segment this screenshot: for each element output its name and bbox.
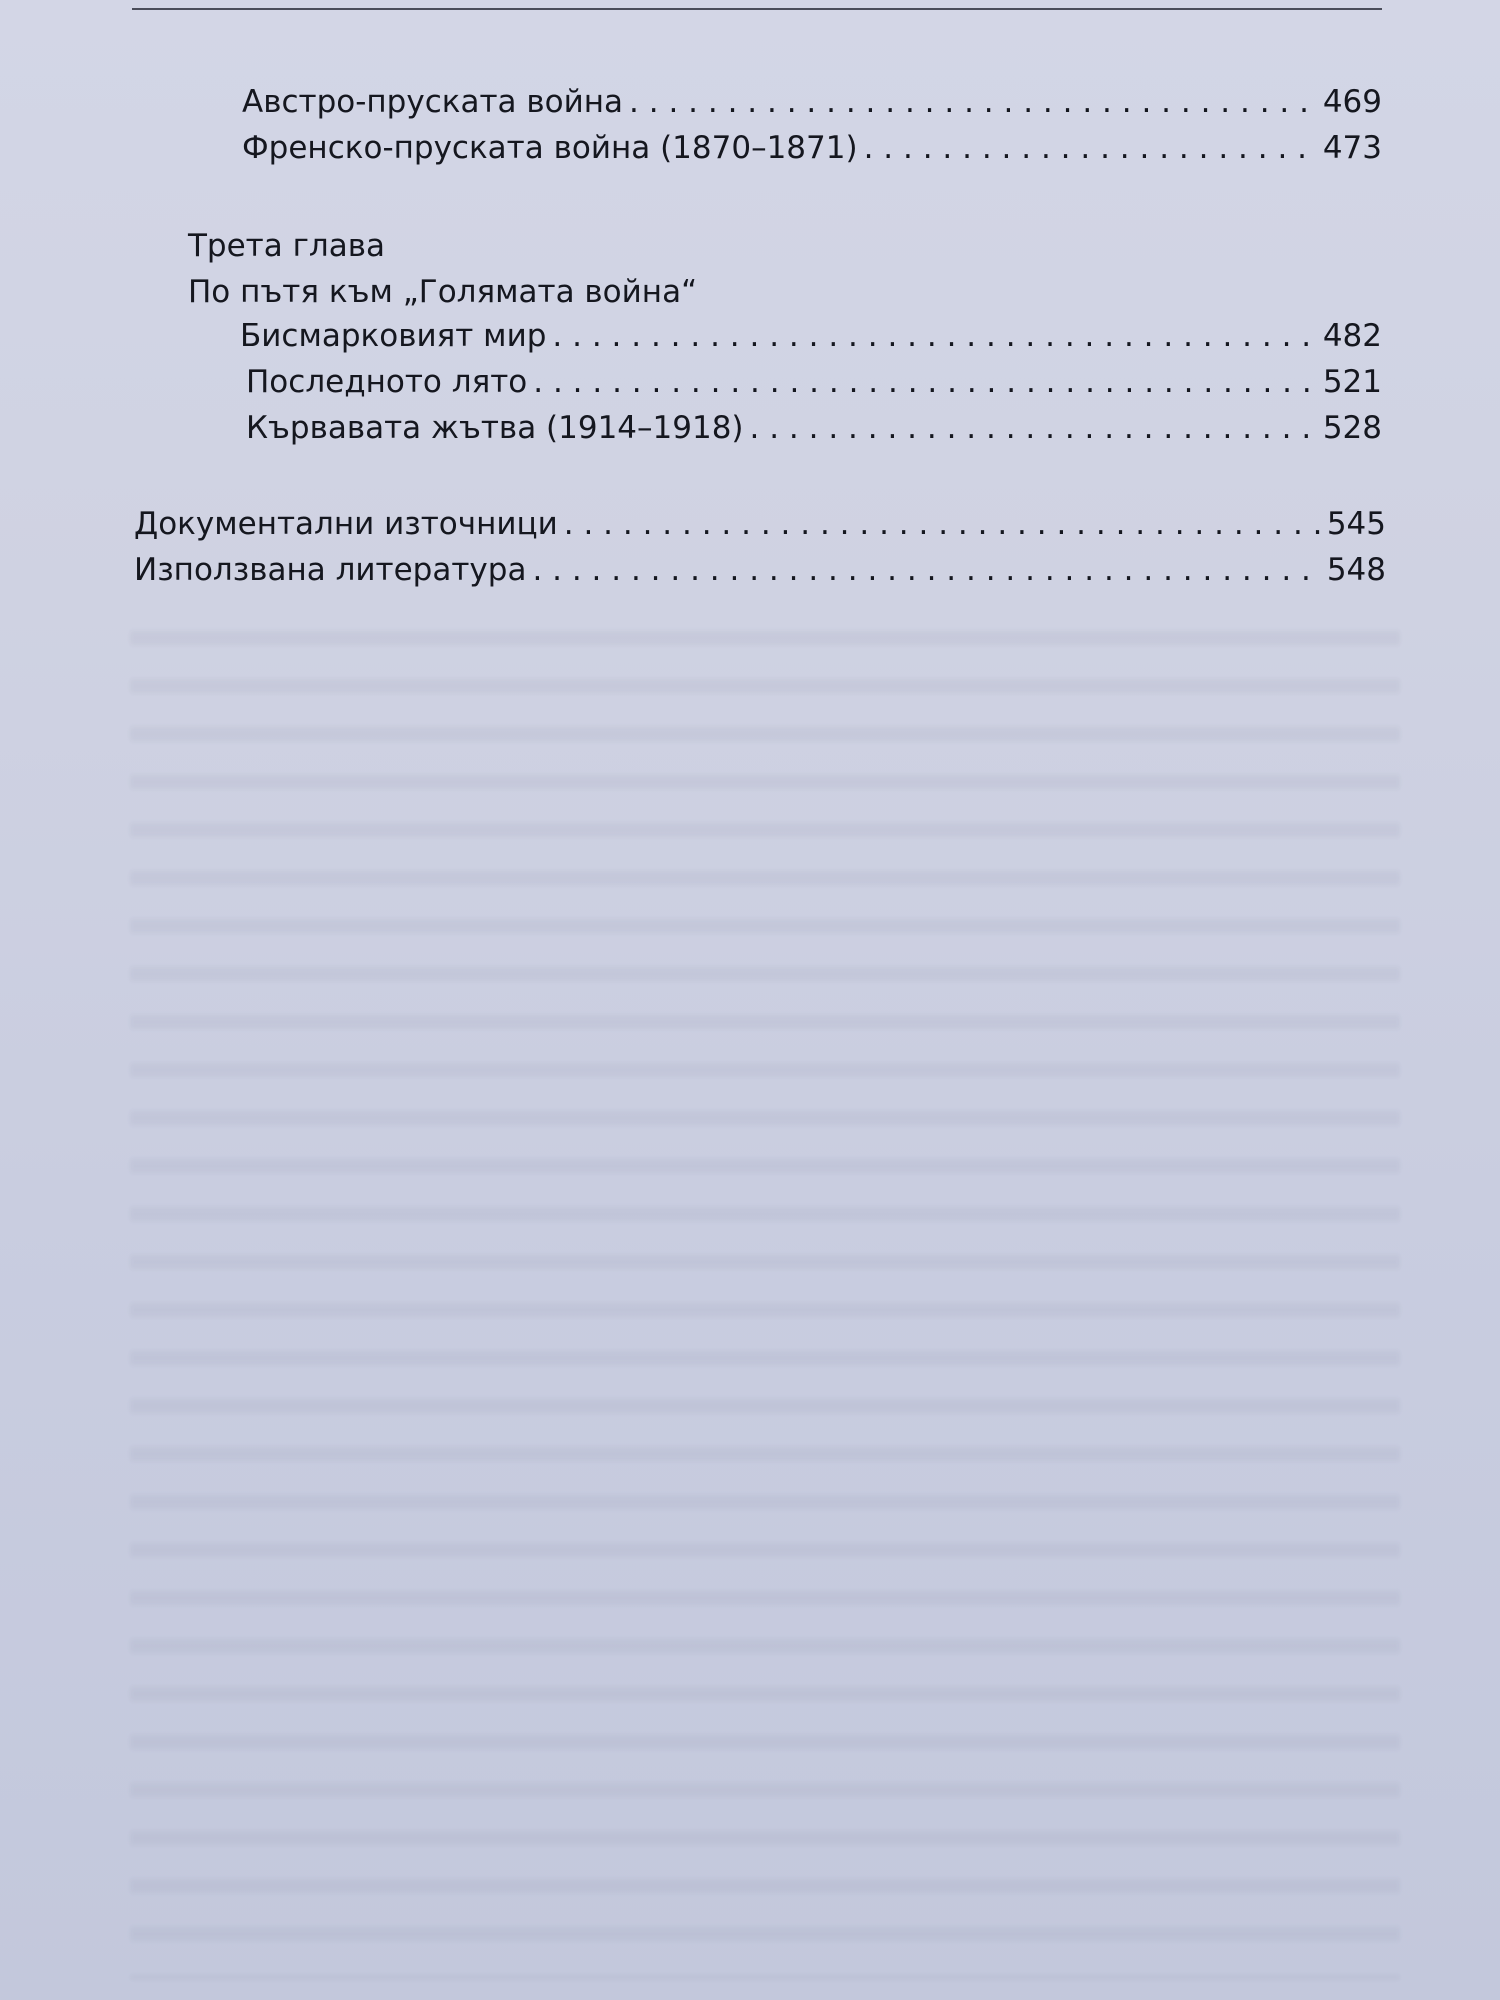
toc-entry-title: Австро-пруската война [242,84,624,120]
toc-entry-title: Френско-пруската война (1870–1871) [242,130,858,166]
bleed-through-texture [130,600,1400,1980]
toc-entry-page: 545 [1326,506,1386,542]
toc-entry [240,316,1382,356]
dot-leader [750,408,1317,448]
toc-entry-page: 548 [1326,552,1386,588]
toc-entry [242,82,1382,122]
chapter-label: Трета глава [188,228,385,264]
dot-leader [564,504,1321,544]
toc-entry-page: 528 [1322,410,1382,446]
dot-leader [629,82,1317,122]
toc-entry-title: Бисмарковият мир [240,318,547,354]
toc-entry [134,550,1386,590]
toc-entry [134,504,1386,544]
toc-entry [242,128,1382,168]
toc-entry-title: Използвана литература [134,552,527,588]
toc-entry-page: 469 [1322,84,1382,120]
toc-entry-title: Последното лято [246,364,528,400]
toc-entry [246,408,1382,448]
top-rule-divider [132,8,1382,10]
toc-entry-title: Кървавата жътва (1914–1918) [246,410,744,446]
toc-entry-title: Документални източници [134,506,558,542]
dot-leader [532,550,1320,590]
dot-leader [864,128,1317,168]
toc-entry-page: 521 [1322,364,1382,400]
toc-entry-page: 482 [1322,318,1382,354]
dot-leader [552,316,1316,356]
chapter-title: По пътя към „Голямата война“ [188,274,698,310]
toc-entry [246,362,1382,402]
toc-entry-page: 473 [1322,130,1382,166]
dot-leader [533,362,1317,402]
